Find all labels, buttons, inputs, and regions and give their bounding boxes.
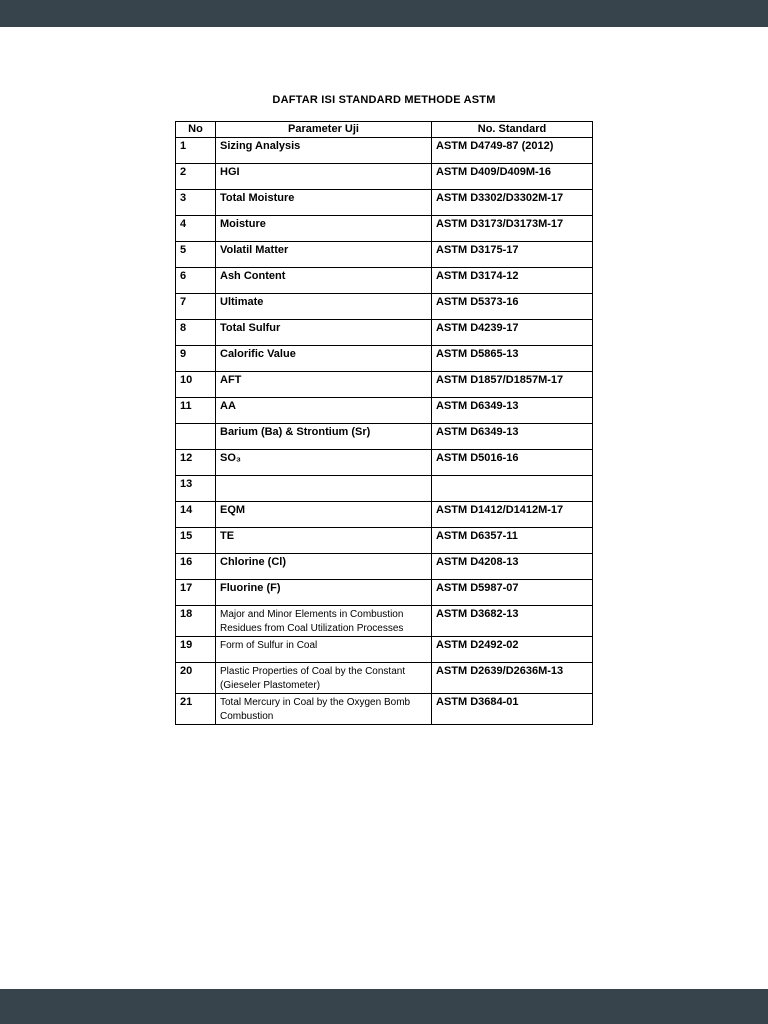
cell-no: 15 bbox=[176, 528, 216, 554]
cell-no: 19 bbox=[176, 637, 216, 663]
cell-parameter: Ash Content bbox=[216, 268, 432, 294]
cell-no: 13 bbox=[176, 476, 216, 502]
cell-parameter: Total Mercury in Coal by the Oxygen Bomb Combustion bbox=[216, 694, 432, 725]
cell-standard: ASTM D5987-07 bbox=[432, 580, 593, 606]
cell-no: 8 bbox=[176, 320, 216, 346]
cell-no: 1 bbox=[176, 138, 216, 164]
table-row bbox=[176, 190, 593, 216]
table-row bbox=[176, 450, 593, 476]
cell-no: 21 bbox=[176, 694, 216, 725]
cell-parameter: Barium (Ba) & Strontium (Sr) bbox=[216, 424, 432, 450]
cell-standard: ASTM D5865-13 bbox=[432, 346, 593, 372]
cell-no: 17 bbox=[176, 580, 216, 606]
cell-parameter: Fluorine (F) bbox=[216, 580, 432, 606]
table-row bbox=[176, 268, 593, 294]
cell-standard: ASTM D2492-02 bbox=[432, 637, 593, 663]
cell-no: 14 bbox=[176, 502, 216, 528]
cell-standard: ASTM D3302/D3302M-17 bbox=[432, 190, 593, 216]
cell-no: 11 bbox=[176, 398, 216, 424]
table-header-row bbox=[176, 122, 593, 138]
cell-standard: ASTM D2639/D2636M-13 bbox=[432, 663, 593, 694]
cell-standard: ASTM D6349-13 bbox=[432, 398, 593, 424]
table-row bbox=[176, 398, 593, 424]
cell-parameter: Sizing Analysis bbox=[216, 138, 432, 164]
cell-standard: ASTM D4208-13 bbox=[432, 554, 593, 580]
table-row bbox=[176, 554, 593, 580]
table-body bbox=[176, 138, 593, 725]
cell-standard: ASTM D5373-16 bbox=[432, 294, 593, 320]
cell-standard: ASTM D3684-01 bbox=[432, 694, 593, 725]
table-row bbox=[176, 606, 593, 637]
cell-standard: ASTM D6357-11 bbox=[432, 528, 593, 554]
cell-no: 2 bbox=[176, 164, 216, 190]
table-row bbox=[176, 346, 593, 372]
cell-parameter: Chlorine (Cl) bbox=[216, 554, 432, 580]
cell-standard: ASTM D409/D409M-16 bbox=[432, 164, 593, 190]
cell-standard: ASTM D6349-13 bbox=[432, 424, 593, 450]
column-header-no-standard: No. Standard bbox=[432, 122, 593, 138]
table-row bbox=[176, 476, 593, 502]
cell-standard: ASTM D1857/D1857M-17 bbox=[432, 372, 593, 398]
document-page bbox=[0, 27, 768, 989]
cell-standard: ASTM D3173/D3173M-17 bbox=[432, 216, 593, 242]
table-row bbox=[176, 580, 593, 606]
table-row bbox=[176, 694, 593, 725]
cell-no: 4 bbox=[176, 216, 216, 242]
cell-standard: ASTM D3682-13 bbox=[432, 606, 593, 637]
table-row bbox=[176, 663, 593, 694]
cell-parameter: SO₃ bbox=[216, 450, 432, 476]
column-header-no: No bbox=[176, 122, 216, 138]
cell-parameter: TE bbox=[216, 528, 432, 554]
cell-no: 10 bbox=[176, 372, 216, 398]
cell-parameter: Total Moisture bbox=[216, 190, 432, 216]
cell-standard: ASTM D4749-87 (2012) bbox=[432, 138, 593, 164]
table-row bbox=[176, 502, 593, 528]
cell-no: 3 bbox=[176, 190, 216, 216]
cell-no: 18 bbox=[176, 606, 216, 637]
cell-standard: ASTM D1412/D1412M-17 bbox=[432, 502, 593, 528]
cell-parameter: AA bbox=[216, 398, 432, 424]
cell-parameter bbox=[216, 476, 432, 502]
table-row bbox=[176, 637, 593, 663]
page-title: DAFTAR ISI STANDARD METHODE ASTM bbox=[272, 94, 496, 106]
table-row bbox=[176, 242, 593, 268]
column-header-parameter-uji: Parameter Uji bbox=[216, 122, 432, 138]
cell-no: 20 bbox=[176, 663, 216, 694]
cell-no: 16 bbox=[176, 554, 216, 580]
cell-no: 5 bbox=[176, 242, 216, 268]
cell-parameter: EQM bbox=[216, 502, 432, 528]
cell-standard bbox=[432, 476, 593, 502]
cell-parameter: Volatil Matter bbox=[216, 242, 432, 268]
cell-parameter: Plastic Properties of Coal by the Constant (Gieseler Plastometer) bbox=[216, 663, 432, 694]
cell-no: 12 bbox=[176, 450, 216, 476]
table-row bbox=[176, 216, 593, 242]
table-row bbox=[176, 424, 593, 450]
astm-standards-table bbox=[175, 121, 593, 725]
cell-no: 9 bbox=[176, 346, 216, 372]
cell-parameter: Ultimate bbox=[216, 294, 432, 320]
cell-standard: ASTM D3175-17 bbox=[432, 242, 593, 268]
cell-standard: ASTM D3174-12 bbox=[432, 268, 593, 294]
cell-parameter: AFT bbox=[216, 372, 432, 398]
cell-standard: ASTM D5016-16 bbox=[432, 450, 593, 476]
cell-parameter: Total Sulfur bbox=[216, 320, 432, 346]
table-row bbox=[176, 294, 593, 320]
table-row bbox=[176, 528, 593, 554]
cell-parameter: Form of Sulfur in Coal bbox=[216, 637, 432, 663]
cell-standard: ASTM D4239-17 bbox=[432, 320, 593, 346]
cell-no bbox=[176, 424, 216, 450]
cell-parameter: Calorific Value bbox=[216, 346, 432, 372]
cell-no: 7 bbox=[176, 294, 216, 320]
table-row bbox=[176, 320, 593, 346]
cell-parameter: HGI bbox=[216, 164, 432, 190]
table-row bbox=[176, 138, 593, 164]
cell-parameter: Moisture bbox=[216, 216, 432, 242]
table-row bbox=[176, 372, 593, 398]
cell-no: 6 bbox=[176, 268, 216, 294]
cell-parameter: Major and Minor Elements in Combustion Residues from Coal Utilization Processes bbox=[216, 606, 432, 637]
table-row bbox=[176, 164, 593, 190]
